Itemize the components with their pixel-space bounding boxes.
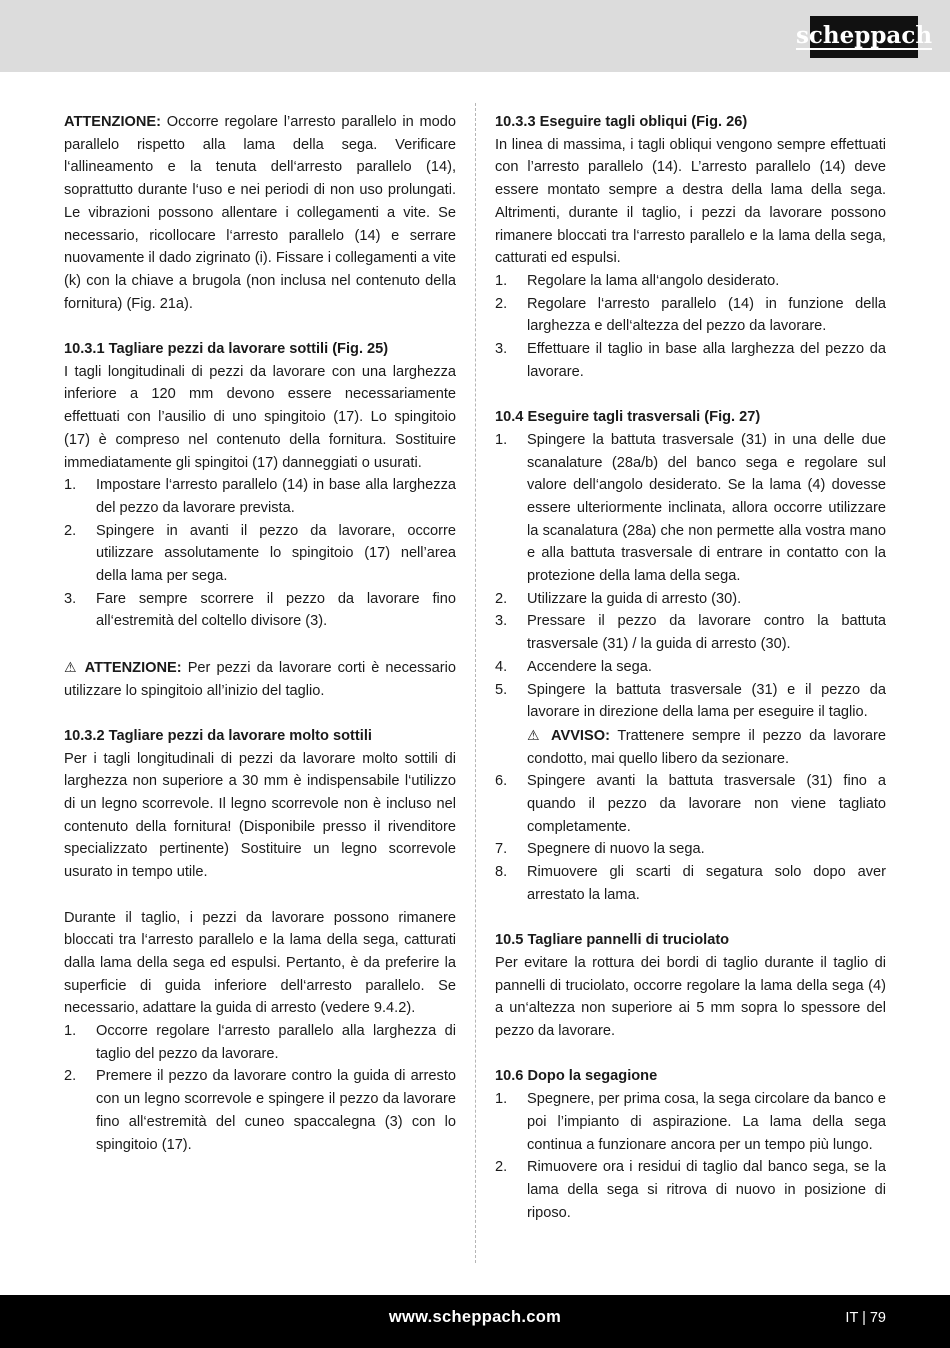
website-link[interactable]: www.scheppach.com xyxy=(388,1308,562,1326)
list-item xyxy=(495,838,886,861)
step-text: Spegnere, per prima cosa, la sega circolare da banco e poi l’impianto di aspirazione. La lama della sega continua a funzionare ancora per un tempo più lungo. xyxy=(527,1091,886,1153)
list-item xyxy=(495,429,886,588)
attention-text: Occorre regolare l’arresto parallelo in modo parallelo rispetto alla lama della sega. Verificare l‘allineamento e la tenuta dell‘arresto parallelo (14), soprattutto durante l‘uso e nei periodi di non uso prolungati. Le vibrazioni possono allentare i collegamenti a vite. Se necessario, ricollocare l‘arresto parallelo (14) e serrare nuovamente il dado zigrinato (i). Fissare i collegamenti a vite (k) con la chiave a brugola (non inclusa nel contenuto della fornitura) (Fig. 21a). xyxy=(64,114,456,312)
warning-triangle-icon: ⚠ xyxy=(64,658,79,675)
list-item xyxy=(495,338,886,383)
section-10-3-1-text: I tagli longitudinali di pezzi da lavorare con una larghezza inferiore a 120 mm devono essere necessariamente effettuati con l’ausilio di uno spingitoio (17). Lo spingitoio (17) è compreso nel contenuto della fornitura. Sostituire immediatamente gli spingitoi (17) danneggiati o usurati. xyxy=(64,363,456,471)
list-item xyxy=(495,1088,886,1156)
step-text: Fare sempre scorrere il pezzo da lavorare fino all‘estremità del coltello divisore (3). xyxy=(96,590,456,630)
step-text: Premere il pezzo da lavorare contro la guida di arresto con un legno scorrevole e spingere il pezzo da lavorare fino all‘estremità del cuneo spaccalegna (3) con lo spingitoio (17). xyxy=(96,1068,456,1153)
section-10-4-title: 10.4 Eseguire tagli trasversali (Fig. 27) xyxy=(495,409,761,426)
step-number: 1. xyxy=(64,477,77,494)
list-item xyxy=(495,270,886,293)
section-10-3-3-steps xyxy=(495,270,886,384)
step-text: Occorre regolare l‘arresto parallelo alla larghezza di taglio del pezzo da lavorare. xyxy=(96,1023,456,1062)
warning-text: Per pezzi da lavorare corti è necessario utilizzare lo spingitoio all’inizio del taglio. xyxy=(64,659,456,699)
section-10-3-1-steps xyxy=(64,474,456,633)
list-item xyxy=(495,679,886,771)
step-number: 4. xyxy=(495,658,508,675)
step-text: Spingere avanti la battuta trasversale (31) fino a quando il pezzo da lavorare non viene tagliato completamente. xyxy=(527,773,886,835)
warning-label: ATTENZIONE: xyxy=(84,659,182,676)
list-item xyxy=(64,474,456,519)
step-text: Regolare l‘arresto parallelo (14) in funzione della larghezza e dell‘altezza del pezzo da lavorare. xyxy=(527,295,886,335)
step-number: 2. xyxy=(64,522,77,539)
step-number: 7. xyxy=(495,841,508,858)
section-10-3-2-title: 10.3.2 Tagliare pezzi da lavorare molto sottili xyxy=(64,727,372,744)
header-bar xyxy=(0,0,950,72)
section-10-3-3-text: In linea di massima, i tagli obliqui vengono sempre effettuati con l’arresto parallelo (14). L’arresto parallelo (14) deve essere montato sempre a destra della lama della sega. Altrimenti, durante il taglio, i pezzi da lavorare possono rimanere bloccati tra l‘arresto parallelo e la lama della sega, catturati ed espulsi. xyxy=(495,136,886,267)
step-number: 3. xyxy=(495,341,508,358)
warning-paragraph xyxy=(64,656,456,702)
step-number: 5. xyxy=(495,681,508,698)
list-item xyxy=(495,656,886,679)
avviso-text: Trattenere sempre il pezzo da lavorare condotto, mai quello libero da sezionare. xyxy=(527,727,886,767)
brand-logo xyxy=(795,16,933,58)
step-text: Spingere in avanti il pezzo da lavorare, occorre utilizzare assolutamente lo spingitoio (17) nell’area della lama per sega. xyxy=(96,522,456,585)
left-column xyxy=(64,111,456,1156)
list-item xyxy=(64,1065,456,1156)
step-number: 1. xyxy=(495,1091,508,1108)
footer-bar xyxy=(0,1295,950,1348)
section-10-6-steps xyxy=(495,1088,886,1224)
step-text: Accendere la sega. xyxy=(527,658,652,675)
section-10-3-2-steps xyxy=(64,1020,456,1156)
step-number: 6. xyxy=(495,773,508,790)
list-item xyxy=(495,588,886,611)
step-text: Spingere la battuta trasversale (31) in una delle due scanalature (28a/b) del banco sega e regolare sul valore dell‘angolo desiderato. Se la lama (4) dovesse essere ulteriormente inclinata, allora occorre utilizzare la scanalatura (28a) che non permette alla vostra mano e alla battuta trasversale di entrare in contatto con la protezione della lama della sega. xyxy=(527,431,886,585)
section-10-3-1-title: 10.3.1 Tagliare pezzi da lavorare sottili (Fig. 25) xyxy=(64,341,389,358)
step-number: 2. xyxy=(495,590,508,607)
attention-paragraph xyxy=(64,111,456,315)
section-10-4-steps xyxy=(495,429,886,907)
right-column xyxy=(495,111,886,1224)
step-number: 1. xyxy=(64,1023,77,1040)
section-10-3-2-text-2: Durante il taglio, i pezzi da lavorare possono rimanere bloccati tra l‘arresto parallelo e la lama della sega, catturati dalla lama della sega ed espulsi. Pertanto, è da preferire la superficie di guida inferiore dell‘arresto parallelo. Se necessario, adattare la guida di arresto (vedere 9.4.2). xyxy=(64,909,456,1017)
step-text: Spingere la battuta trasversale (31) e il pezzo da lavorare in direzione della lama per eseguire il taglio. xyxy=(527,681,886,721)
warning-triangle-icon: ⚠ xyxy=(527,726,544,743)
step-number: 2. xyxy=(495,295,508,312)
step-text: Regolare la lama all‘angolo desiderato. xyxy=(527,272,780,289)
step-text: Rimuovere ora i residui di taglio dal banco sega, se la lama della sega si ritrova di nuovo in posizione di riposo. xyxy=(527,1159,886,1221)
section-10-5-text: Per evitare la rottura dei bordi di taglio durante il taglio di pannelli di truciolato, occorre regolare la lama della sega (4) a un‘altezza non superiore ai 5 mm sopra lo spessore del pezzo da lavorare. xyxy=(495,954,886,1040)
section-10-6-title: 10.6 Dopo la segagione xyxy=(495,1068,658,1085)
step-text: Impostare l‘arresto parallelo (14) in base alla larghezza del pezzo da lavorare prevista. xyxy=(96,477,456,516)
step-text: Effettuare il taglio in base alla larghezza del pezzo da lavorare. xyxy=(527,341,886,380)
avviso-label: AVVISO: xyxy=(551,727,610,744)
step-number: 1. xyxy=(495,431,508,448)
list-item xyxy=(495,861,886,906)
section-10-5-title: 10.5 Tagliare pannelli di truciolato xyxy=(495,932,730,949)
list-item xyxy=(64,520,456,588)
list-item xyxy=(64,1020,456,1065)
step-text: Pressare il pezzo da lavorare contro la battuta trasversale (31) / la guida di arresto (30). xyxy=(527,613,886,653)
list-item xyxy=(64,588,456,633)
step-number: 3. xyxy=(64,590,77,607)
step-number: 8. xyxy=(495,864,508,881)
brand-name: scheppach xyxy=(795,22,933,49)
section-10-3-2-text: Per i tagli longitudinali di pezzi da lavorare molto sottili di larghezza non superiore a 30 mm è indispensabile l‘utilizzo di un legno scorrevole. Il legno scorrevole non è incluso nel contenuto della fornitura! (Disponibile presso il rivenditore specializzato pertinente) Sostituire un legno scorrevole usurato in tempo utile. xyxy=(64,750,456,881)
step-number: 2. xyxy=(495,1159,508,1176)
step-number: 3. xyxy=(495,613,508,630)
step-text: Spegnere di nuovo la sega. xyxy=(527,841,705,858)
step-number: 2. xyxy=(64,1068,77,1085)
step-text: Utilizzare la guida di arresto (30). xyxy=(527,590,742,607)
list-item xyxy=(495,610,886,655)
list-item xyxy=(495,1156,886,1224)
list-item xyxy=(495,293,886,338)
column-divider xyxy=(475,103,476,1263)
step-text: Rimuovere gli scarti di segatura solo dopo aver arrestato la lama. xyxy=(527,864,886,903)
step-number: 1. xyxy=(495,272,508,289)
page-number: IT | 79 xyxy=(845,1310,886,1326)
section-10-3-3-title: 10.3.3 Eseguire tagli obliqui (Fig. 26) xyxy=(495,114,748,130)
list-item xyxy=(495,770,886,838)
attention-label: ATTENZIONE: xyxy=(64,114,162,130)
